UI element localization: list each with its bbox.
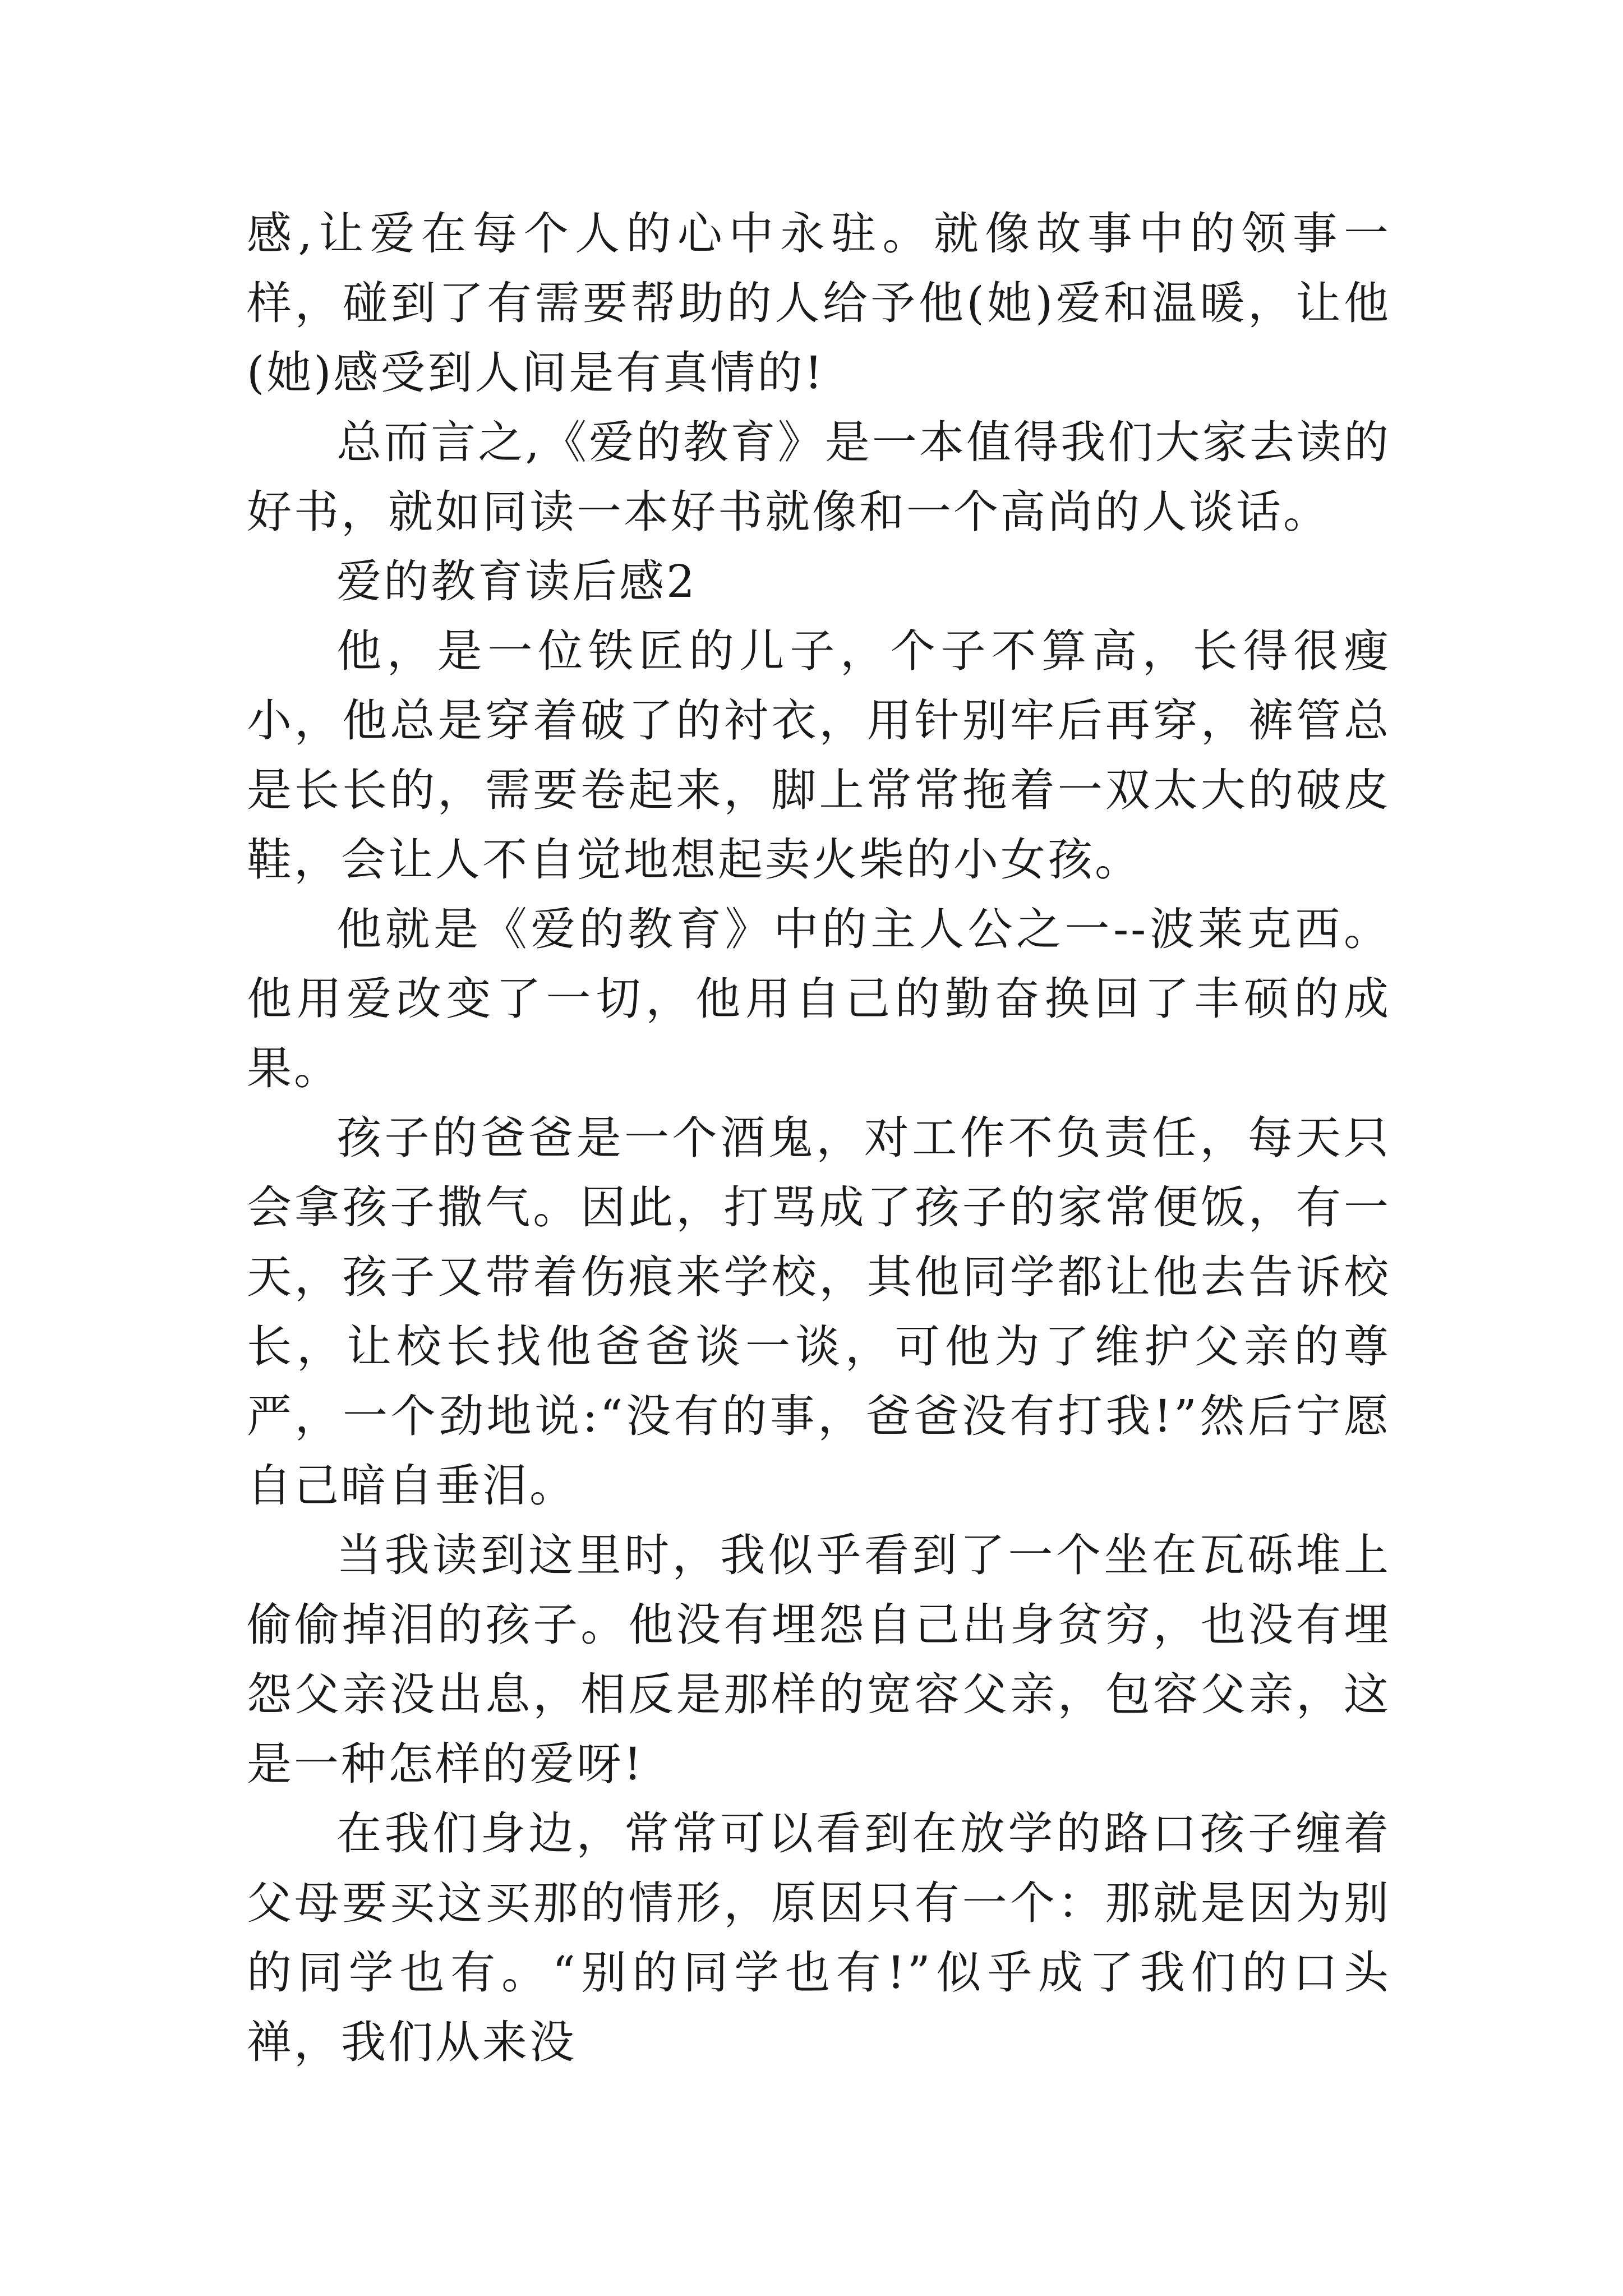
paragraph-reflection: 当我读到这里时，我似乎看到了一个坐在瓦砾堆上偷偷掉泪的孩子。他没有埋怨自己出身贫穷，也没有埋怨父亲没出息，相反是那样的宽容父亲，包容父亲，这是一种怎样的爱呀! xyxy=(247,1529,1391,1790)
paragraph-conclusion: 总而言之,《爱的教育》是一本值得我们大家去读的好书，就如同读一本好书就像和一个高尚的人谈话。 xyxy=(247,416,1391,538)
paragraph-continuation: 感,让爱在每个人的心中永驻。就像故事中的领事一样，碰到了有需要帮助的人给予他(她)爱和温暖，让他(她)感受到人间是有真情的! xyxy=(247,208,1391,399)
paragraph-father: 孩子的爸爸是一个酒鬼，对工作不负责任，每天只会拿孩子撒气。因此，打骂成了孩子的家常便饭，有一天，孩子又带着伤痕来学校，其他同学都让他去告诉校长，让校长找他爸爸谈一谈，可他为了维护父亲的尊严，一个劲地说:“没有的事，爸爸没有打我!”然后宁愿自己暗自垂泪。 xyxy=(247,1112,1391,1512)
paragraph-protagonist: 他就是《爱的教育》中的主人公之一--波莱克西。他用爱改变了一切，他用自己的勤奋换回了丰硕的成果。 xyxy=(247,903,1391,1094)
section-heading: 爱的教育读后感2 xyxy=(336,555,697,608)
paragraph-character-description: 他，是一位铁匠的儿子，个子不算高，长得很瘦小，他总是穿着破了的衬衣，用针别牢后再穿，裤管总是长长的，需要卷起来，脚上常常拖着一双太大的破皮鞋，会让人不自觉地想起卖火柴的小女孩。 xyxy=(247,625,1391,886)
body-text xyxy=(247,199,1391,2077)
paragraph-daily-life: 在我们身边，常常可以看到在放学的路口孩子缠着父母要买这买那的情形，原因只有一个：那就是因为别的同学也有。“别的同学也有!”似乎成了我们的口头禅，我们从来没 xyxy=(247,1807,1391,2068)
